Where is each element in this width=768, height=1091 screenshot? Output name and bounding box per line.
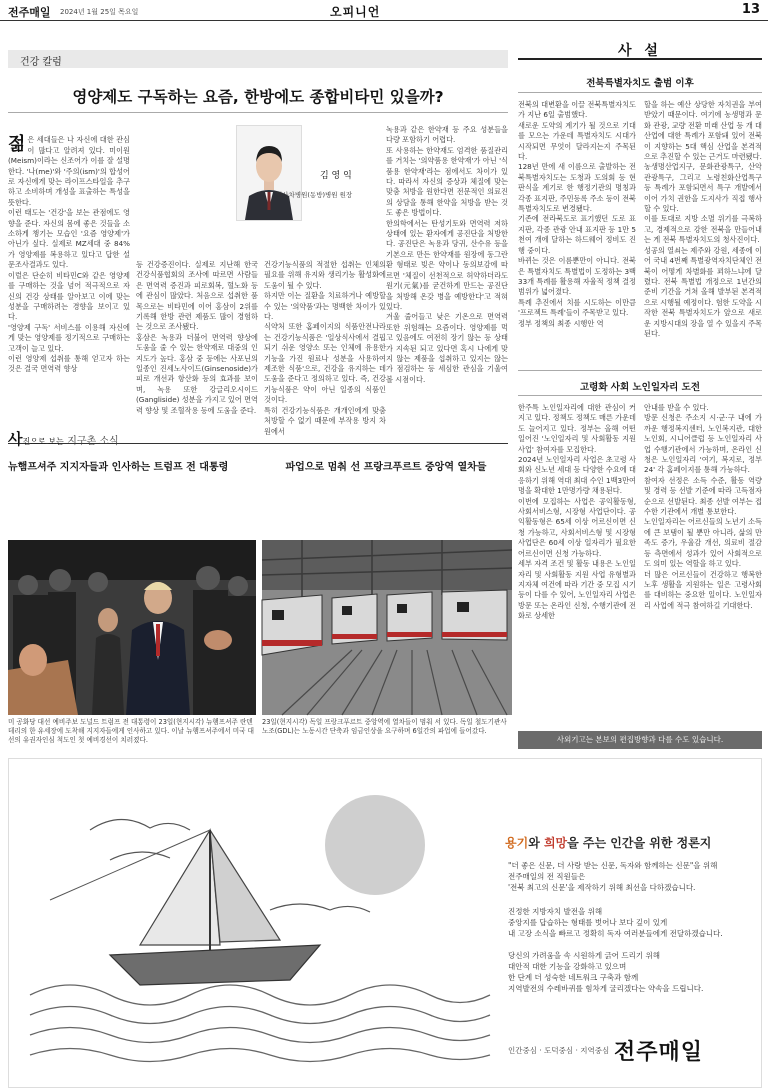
photo2-title: 파업으로 멈춰 선 프랑크푸르트 중앙역 열차들 <box>285 462 487 473</box>
photo-news-head-prefix: 사 <box>8 430 23 448</box>
editorial2-rule <box>518 395 762 396</box>
ad-paragraph-1: "더 좋은 신문, 더 사랑 받는 신문, 독자와 함께하는 신문"을 위해 전주매일의 전 직원들은 '전북 최고의 신문'을 제작하기 위해 최선을 다하겠습니다. <box>508 861 718 892</box>
issue-date: 2024년 1월 25일 목요일 <box>60 8 139 16</box>
column-title-rule <box>8 112 508 113</box>
column-text-col4: 녹용과 같은 한약재 등 주요 성분들을 다량 포함하기 어렵다. 또 사용하는 한약재도 엄격한 품질관리를 거치는 '의약품용 한약재'가 아닌 '식품용 한약재'라는 점에서도 차이가 있다. 따라서 자신의 증상과 체질에 맞는 맞춤 처방을 원한다면 전문적인 의료진의 상담을 통해 한약을 처방을 받는 것도 좋은 방법이다. 한의학에서는 탄성기토와 면역력 저하 상태에 있는 환자에게 공진단을 처방한다. 공진단은 녹용과 당귀, 산수유 등을 기본으로 만든 한약재를 원장에 동그란 환 형태로 빚은 약이나 동의보감에 따르면 '체질이 선천적으로 허약하더라도 원기(元氣)를 굳건하게 만드는 공진단을 처방해 온갖 병을 예방한다'고 적혀있다. 겨울 줄어들고 낮은 기온으로 면역력 또한 위험해는 요즘이다. 영양제를 먹고 있음에도 여전히 장기 않는 등 상태가 지속된 되고 있다면 혹시 나에게 맞지 않는 제품을 섭취하고 있지는 않는가 점검하는 등 세심한 관심을 기울여볼 시점이다. <box>386 125 508 384</box>
photo2-caption: 23일(현지시각) 독일 프랑크푸르트 중앙역에 열차들이 멈춰 서 있다. 독일 철도기관사노조(GDL)는 노동시간 단축과 임금인상을 요구하며 6일간의 파업에 들어갔다. <box>262 718 507 735</box>
editorial1-col1: 전북의 대변환을 이끌 전북특별자치도가 지난 6일 출범했다. 새로운 도약의 계기가 될 것으로 기대를 모으는 가운데 특별자치도 시대가 시작되면 무엇이 달라지는지 주목된다. 128년 만에 새 이름으로 출발하는 전북특별자치도는 도청과 도의회 등 현판식을 계기로 한 행정기관의 명칭과 각종 표지판, 주민등록 주소 등이 전북특별자치도로 변경됐다. 기존에 전라북도로 표기했던 도로 표지판, 각종 관광 안내 표지판 등 1만 5천여 개에 달하는 하드웨어 정비도 진행 중이다. 바뀌는 것은 이름뿐만이 아니다. 전북은 특별자치도 특별법이 도정하는 3백33개 특례를 활용해 자율적 정책 결정 범위가 넓어졌다. 특례 추진에서 치를 시도하는 이만큼 '프로젝트 특례'들이 주목받고 있다. 정부 정책의 최종 시행안 역 <box>518 100 636 328</box>
ad-paragraph-3: 당신의 가려움을 속 시원하게 긁어 드리기 위해 대안적 대한 기능을 강화하고 있으며 한 단계 더 성숙한 네트워크 구축과 함께 지역발전의 수레바퀴를 힘차게 굴리겠다는 약속을 드립니다. <box>508 951 704 993</box>
editorial2-title: 고령화 사회 노인일자리 도전 <box>579 382 701 393</box>
ad-headline-d: 을 주는 인간을 위한 정론지 <box>567 836 712 850</box>
column-text-col1 <box>8 125 130 425</box>
column-text-col2: 등 건강증진이다. 실제로 지난해 한국건강식품협회의 조사에 따르면 사람들은 면역력 증진과 피로회복, 혈노화 등에 관심이 많았다. 처음으로 섭취한 품목으로는 비타민에 이어 홍삼이 2위를 기록해 한방 관련 제품도 많이 경험하는 것으로 조사됐다. 홍삼은 녹용과 더불어 면역력 향상에 도움을 줄 수 있는 한약재로 대중의 인지도가 높다. 홍삼 중 등에는 사포닌의 일종인 진세노사이드(Ginsenoside)가 피로 개선과 항산화 등의 효과를 보이며, 녹용 또한 강글리오시이드(Gangliside) 성분을 가지고 있어 면역력 향상 및 조혈작용 등에 도움을 준다. <box>136 260 258 415</box>
editorial2-col2: 안내를 받을 수 있다. 방문 신청은 주소지 시·군·구 내에 가까운 행정복지센터, 노인복지관, 대한노인회, 시니어클럽 등 노인일자리 사업 수행기관에서 가능하며, 온라인 신청은 노인일자리 '여기, 복지로, 정부24' 각 홈페이지를 통해 가능하다. 참여자 선정은 소득 수준, 활동 역량 및 경력 등 선발 기준에 따라 고득점자 순으로 선발된다. 최종 선발 여부는 접수한 기관에서 개별 통보한다. 노인일자리는 어르신들의 노년기 소득에 큰 보탬이 될 뿐만 아니라, 삶의 만족도 증가, 우울감 개선, 의료비 절감 등 측면에서 성과가 있어 사회적으로도 의미 있는 역할을 하고 있다. 더 많은 어르신들이 건강하고 행복한 노후 생활을 지원하는 일은 고령사회를 대비하는 중요한 일이다. 노인일자리 사업에 적극 참여하길 기대한다. <box>644 403 762 610</box>
photo-news-header <box>8 428 508 448</box>
photo-news-head-main: 진으로 보는 <box>22 437 64 446</box>
photo1-title: 뉴햄프셔주 지지자들과 인사하는 트럼프 전 대통령 <box>8 462 229 473</box>
author-name: 김 영 익 <box>320 171 352 181</box>
editorial1-col2: 할을 하는 예산 상당한 자치권을 부여받았기 때문이다. 여기에 농생명과 문화 관광, 교량 전환 미래 산업 등 개 대 산업에 대한 특례가 포함돼 있어 전북이 지향하는 5대 핵심 산업을 본격적으로 추진할 수 있는 근거도 마련됐다. 농생명산업지구, 문화관광특구, 산악관광특구, 그리고 노령친화산업특구 등 특례가 포함되면서 특구 개발에서 이어 가치 권한을 도지사가 직접 행사할 수 있다. 이를 토대로 지방 소멸 위기를 극복하고, 경제적으로 강한 전북을 만들어내는 게 전북 특별자치도의 청사진이다. 성공의 열쇠는 제주와 강원, 세종에 이어 국내 4번째 특별광역자치단체인 전북이 어떻게 차별화를 꾀하느냐에 달렸다. 전북 특별법 개정으로 1년간의 준비 기간을 거쳐 올해 발부된 본격적으로 시행될 예정이다. 험한 도약을 시작한 전북 특별자치도가 앞으로 새로운 지방시대의 장을 열 수 있을지 주목된다. <box>644 100 762 338</box>
section-title: 오피니언 <box>330 5 381 19</box>
ad-slogan: 인간중심 · 도덕중심 · 지역중심 <box>508 1046 610 1055</box>
author-portrait <box>236 125 302 221</box>
column-col1-body: 은 세대들은 나 자신에 대한 관심이 많다고 알려져 있다. 미이원(Meism)이라는 신조어가 이를 잘 설명한다. '나(me)'와 '주의(ism)'의 합성어로 자신에게 맞는 라이프스타일을 추구하고 소비하며 개성을 표출하는 특성을 뜻한다. 이런 태도는 '건강'을 보는 관점에도 영향을 준다. 자신의 몸에 좋은 것들을 소소하게 챙기는 모습인 '요즘 영양제'가 아닌가 싶다. 실제로 MZ세대 중 84%가 영양제를 복용하고 있다고 답한 설문조사결과도 있다. 이럴은 단순히 비타민C와 같은 영양제를 구매하는 것을 넘어 적극적으로 자신의 건강 상태를 알아보고 이에 맞는 성분을 구매하려는 경향을 보이고 있다. '영양제 구독' 서비스를 이용해 자신에게 맞는 영양제를 정기적으로 구매하는 고객이 늘고 있다. 이런 영양제 섭취를 통해 얻고자 하는 것은 결국 면역력 향상 <box>8 135 130 374</box>
editorial2-col1: 한주특 노인일자리에 대한 관심이 커지고 있다. 정책도 정책도 매른 가운데도 늘어지고 있다. 정부는 올해 어떤 일어진 '노인일자리 및 사회활동 지원사업' 참여자를 모집한다. 2024년 노인일자리 사업은 초고령 사회와 신노년 세대 등 다양한 수요에 대응하기 위해 역대 최대 수인 1백3만여명을 확대한 1만명가량 채용된다. 이번에 모집하는 사업은 공익활동형, 사회서비스형, 시장형 사업단이다. 공익활동형은 65세 이상 어르신이면 신청 가능하고, 사회서비스형 및 시장형 사업단은 60세 이상 일자리가 필요한 어르신이면 신청 가능하다. 세부 자격 조건 및 활동 내용은 노인일자리 및 사회활동 지원 사업 유형별과 지자체 여건에 따라 기간 중 모집 시기 등이 다를 수 있어, 노인일자리 사업은 방문 또는 온라인 신청, 수행기관에 전화로 상세한 <box>518 403 636 621</box>
editorial-section-label: 사 설 <box>618 43 662 59</box>
photo-news-head-rest: 지구촌 소식 <box>67 436 119 447</box>
ad-headline-a: 용기 <box>505 836 529 850</box>
editorial-disclaimer: 사외기고는 본보의 편집방향과 다를 수도 있습니다. <box>518 731 762 749</box>
ad-illustration <box>30 770 490 1080</box>
page-number: 13 <box>741 2 760 17</box>
ad-sailboat-illustration <box>30 770 490 1080</box>
newspaper-logo: 전주매일 <box>8 6 51 19</box>
photo1-caption: 미 공화당 대선 예비주보 도널드 트럼프 전 대통령이 23일(현지시각) 뉴햄프셔주 란덴데리의 한 유세장에 도착해 지지자들에게 인사하고 있다. 이날 뉴햄프셔주에서 미국 대선의 유권자인심 척도인 첫 예비경선이 치러졌다. <box>8 718 254 744</box>
column-title: 영양제도 구독하는 요즘, 한방에도 종합비타민 있을까? <box>72 88 444 106</box>
editorial-divider <box>518 370 762 371</box>
ad-headline <box>505 834 711 851</box>
header-rule <box>0 20 768 21</box>
ad-newspaper-logo: 전주매일 <box>614 1040 704 1065</box>
editorial1-rule <box>518 92 762 93</box>
ad-paragraph-2: 진정한 지방자치 발전을 위해 중앙지를 답습하는 형태를 벗어나 보다 깊이 있게 내 고장 소식을 빠르고 정확히 독자 여러분들에게 전달하겠습니다. <box>508 907 723 938</box>
editorial1-title: 전북특별자치도 출범 이후 <box>586 78 694 89</box>
author-role: 원산차병원(동방)병원 원장 <box>276 191 353 199</box>
photo1-image <box>8 540 256 715</box>
ad-headline-b: 와 <box>528 836 544 850</box>
column-label: 건강 칼럼 <box>8 50 508 68</box>
ad-headline-c: 희망 <box>543 836 568 850</box>
column-text-col3: 건강기능식품의 적절한 섭취는 인체의 필요를 위해 유지와 생리기능 활성화에 도움이 될 수 있다. 하지만 이는 질환을 치료하거나 예방할 수 있는 '의약품'과는 명백한 차이가 있다. 식약처 또한 홈페이지의 식품안전나라는 건강기능식품은 '일상식사에서 결핍되기 쉬운 영양소 또는 인체에 유용한 기능을 가진 원료나 성분을 사용하여 제조한 식품'으로, 건강을 유지하는 데 도움을 준다고 정의하고 있다. 즉, 건강기능식품은 약이 아닌 일종의 식품인 것이다. 특히 건강기능식품은 개개인에게 맞춤 처방할 수 없기 때문에 부작용 방지 차원에서 <box>264 260 386 436</box>
author-portrait-image <box>237 126 301 220</box>
photo2-train-station <box>262 540 512 715</box>
column-dropcap: 젊 <box>8 134 26 156</box>
photo1-crowd-scene <box>8 540 256 715</box>
photo2-image <box>262 540 512 715</box>
